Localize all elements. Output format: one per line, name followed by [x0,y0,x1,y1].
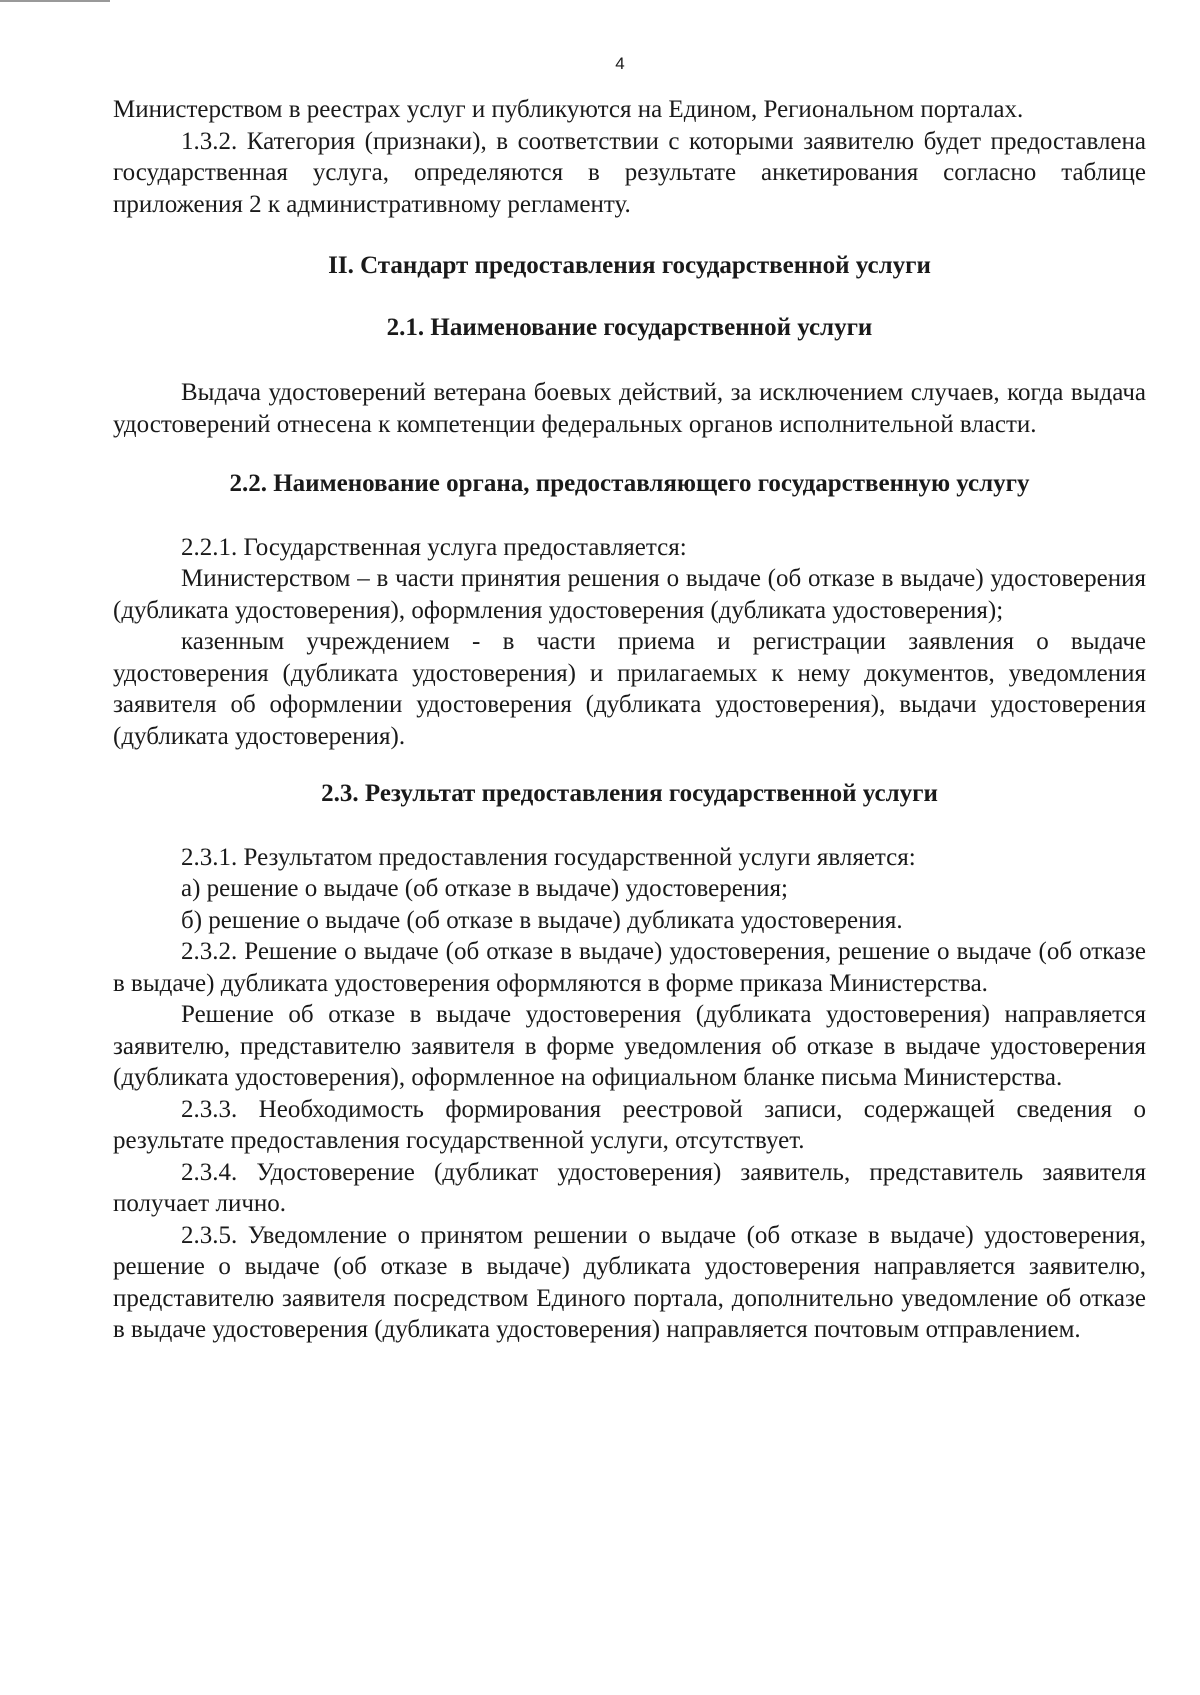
paragraph: 2.2.1. Государственная услуга предоставляется: [181,533,687,561]
paragraph: 2.3.1. Результатом предоставления государственной услуги является: [181,843,916,871]
section-heading: II. Стандарт предоставления государственной услуги [328,252,931,279]
scan-corner-line [0,0,110,2]
paragraph: б) решение о выдаче (об отказе в выдаче) дубликата удостоверения. [181,906,903,934]
paragraph: 1.3.2. Категория (признаки), в соответствии с которыми заявителю будет предоставлена государственная услуга, определяются в результате анкетирования согласно таблице приложения 2 к административному регламенту. [113,127,1146,218]
page-number: 4 [615,54,625,73]
paragraph: 2.3.4. Удостоверение (дубликат удостоверения) заявитель, представитель заявителя получает лично. [113,1158,1146,1217]
subsection-heading: 2.1. Наименование государственной услуги [386,313,873,341]
paragraph: казенным учреждением - в части приема и регистрации заявления о выдаче удостоверения (дубликата удостоверения) и прилагаемых к нему документов, уведомления заявителя об оформлении удостоверения (дубликата удостоверения), выдачи удостоверения (дубликата удостоверения). [113,628,1146,750]
paragraph: а) решение о выдаче (об отказе в выдаче) удостоверения; [181,875,789,902]
paragraph: Решение об отказе в выдаче удостоверения (дубликата удостоверения) направляется заявителю, представителю заявителя в форме уведомления об отказе в выдаче удостоверения (дубликата удостоверения), оформленное на официальном бланке письма Министерства. [113,1001,1146,1091]
subsection-heading: 2.3. Результат предоставления государственной услуги [321,780,938,807]
subsection-heading: 2.2. Наименование органа, предоставляющего государственную услугу [229,470,1030,497]
paragraph: 2.3.5. Уведомление о принятом решении о выдаче (об отказе в выдаче) удостоверения, решение о выдаче (об отказе в выдаче) дубликата удостоверения направляется заявителю, представителю заявителя посредством Единого портала, дополнительно уведомление об отказе в выдаче удостоверения (дубликата удостоверения) направляется почтовым отправлением. [113,1221,1146,1343]
document-body [113,94,1146,1346]
paragraph: Министерством – в части принятия решения о выдаче (об отказе в выдаче) удостоверения (дубликата удостоверения), оформления удостоверения (дубликата удостоверения); [113,565,1146,624]
paragraph: Выдача удостоверений ветерана боевых действий, за исключением случаев, когда выдача удостоверений отнесена к компетенции федеральных органов исполнительной власти. [113,379,1146,438]
paragraph: Министерством в реестрах услуг и публикуются на Едином, Региональном порталах. [113,96,1024,123]
paragraph: 2.3.3. Необходимость формирования реестровой записи, содержащей сведения о результате предоставления государственной услуги, отсутствует. [113,1095,1146,1154]
paragraph: 2.3.2. Решение о выдаче (об отказе в выдаче) удостоверения, решение о выдаче (об отказе в выдаче) дубликата удостоверения оформляются в форме приказа Министерства. [113,938,1146,997]
